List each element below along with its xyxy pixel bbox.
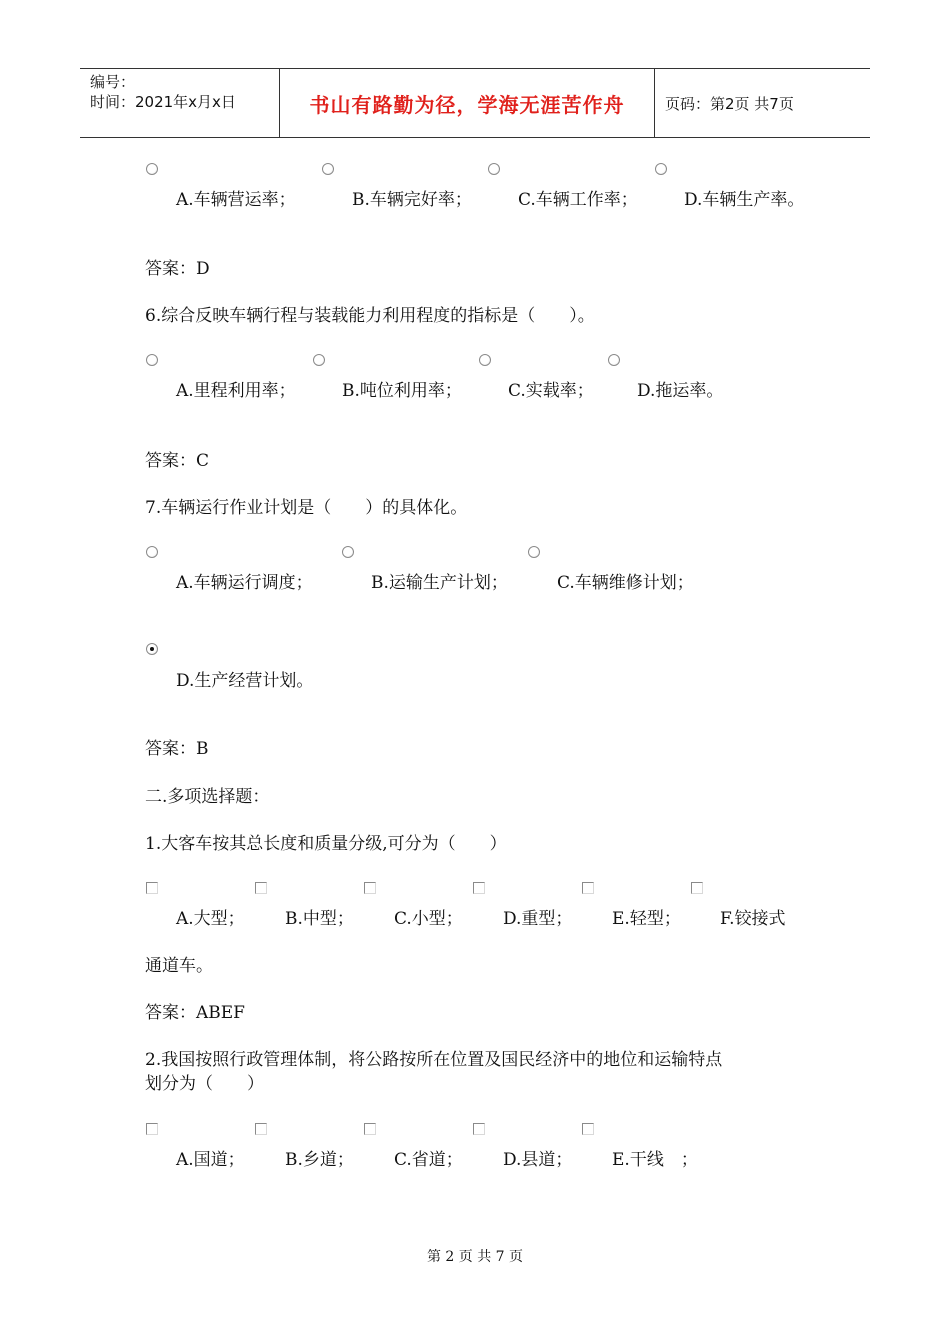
q5-option-a: A.车辆营运率； [176, 190, 296, 210]
header-page-cell [655, 69, 870, 137]
page-label: 页码：第2页 共7页 [665, 94, 794, 113]
section-title: 二.多项选择题： [145, 787, 270, 807]
m2-text-line2: 划分为（ ） [145, 1074, 264, 1094]
q5-option-c: C.车辆工作率； [518, 190, 638, 210]
m1-option-f: F.铰接式 [720, 909, 786, 929]
m2-option-c: C.省道； [394, 1150, 463, 1170]
q7-text: 7.车辆运行作业计划是（ ）的具体化。 [145, 498, 468, 518]
m1-answer: 答案：ABEF [145, 1003, 245, 1023]
time-label: 时间：2021年x月x日 [90, 93, 236, 111]
m1-checkbox-b[interactable] [255, 882, 267, 894]
m1-checkbox-f[interactable] [691, 882, 703, 894]
m2-option-a: A.国道； [176, 1150, 245, 1170]
m1-option-a: A.大型； [176, 909, 245, 929]
q6-option-a: A.里程利用率； [176, 381, 296, 401]
m2-option-b: B.乡道； [285, 1150, 354, 1170]
q6-radio-a[interactable] [146, 354, 158, 366]
q7-option-c: C.车辆维修计划； [557, 573, 694, 593]
q7-option-b: B.运输生产计划； [371, 573, 508, 593]
m1-continuation: 通道车。 [145, 956, 213, 976]
m1-option-b: B.中型； [285, 909, 354, 929]
motto-text: 书山有路勤为径，学海无涯苦作舟 [309, 92, 625, 117]
q5-radio-c[interactable] [488, 163, 500, 175]
m2-option-d: D.县道； [503, 1150, 573, 1170]
m1-checkbox-c[interactable] [364, 882, 376, 894]
m2-checkbox-e[interactable] [582, 1123, 594, 1135]
q5-answer: 答案：D [145, 259, 210, 279]
q6-answer: 答案：C [145, 451, 210, 471]
q7-answer: 答案：B [145, 739, 209, 759]
q6-radio-b[interactable] [313, 354, 325, 366]
q5-radio-b[interactable] [322, 163, 334, 175]
q6-option-d: D.拖运率。 [637, 381, 724, 401]
m1-option-e: E.轻型； [612, 909, 681, 929]
q6-option-c: C.实载率； [508, 381, 594, 401]
m1-option-c: C.小型； [394, 909, 463, 929]
q7-radio-b[interactable] [342, 546, 354, 558]
m2-checkbox-a[interactable] [146, 1123, 158, 1135]
q6-radio-d[interactable] [608, 354, 620, 366]
m1-text: 1.大客车按其总长度和质量分级,可分为（ ） [145, 834, 507, 854]
q7-option-a: A.车辆运行调度； [176, 573, 313, 593]
header-motto-cell [280, 69, 655, 137]
m1-checkbox-a[interactable] [146, 882, 158, 894]
q7-radio-a[interactable] [146, 546, 158, 558]
m1-checkbox-d[interactable] [473, 882, 485, 894]
q5-radio-d[interactable] [655, 163, 667, 175]
q6-radio-c[interactable] [479, 354, 491, 366]
q5-option-b: B.车辆完好率； [352, 190, 472, 210]
m2-checkbox-b[interactable] [255, 1123, 267, 1135]
m1-checkbox-e[interactable] [582, 882, 594, 894]
q5-radio-a[interactable] [146, 163, 158, 175]
m2-text-line1: 2.我国按照行政管理体制，将公路按所在位置及国民经济中的地位和运输特点 [145, 1050, 723, 1070]
q6-option-b: B.吨位利用率； [342, 381, 462, 401]
document-header [80, 68, 870, 138]
q6-text: 6.综合反映车辆行程与装载能力利用程度的指标是（ ）。 [145, 306, 595, 326]
q7-radio-c[interactable] [528, 546, 540, 558]
q7-radio-d[interactable] [146, 643, 158, 655]
m2-checkbox-d[interactable] [473, 1123, 485, 1135]
number-label: 编号： [90, 73, 136, 91]
q5-option-d: D.车辆生产率。 [684, 190, 805, 210]
m2-checkbox-c[interactable] [364, 1123, 376, 1135]
header-info-cell [80, 69, 280, 137]
q7-option-d: D.生产经营计划。 [176, 671, 314, 691]
m2-option-e: E.干线 ； [612, 1150, 698, 1170]
page-footer: 第 2 页 共 7 页 [426, 1249, 524, 1265]
m1-option-d: D.重型； [503, 909, 573, 929]
